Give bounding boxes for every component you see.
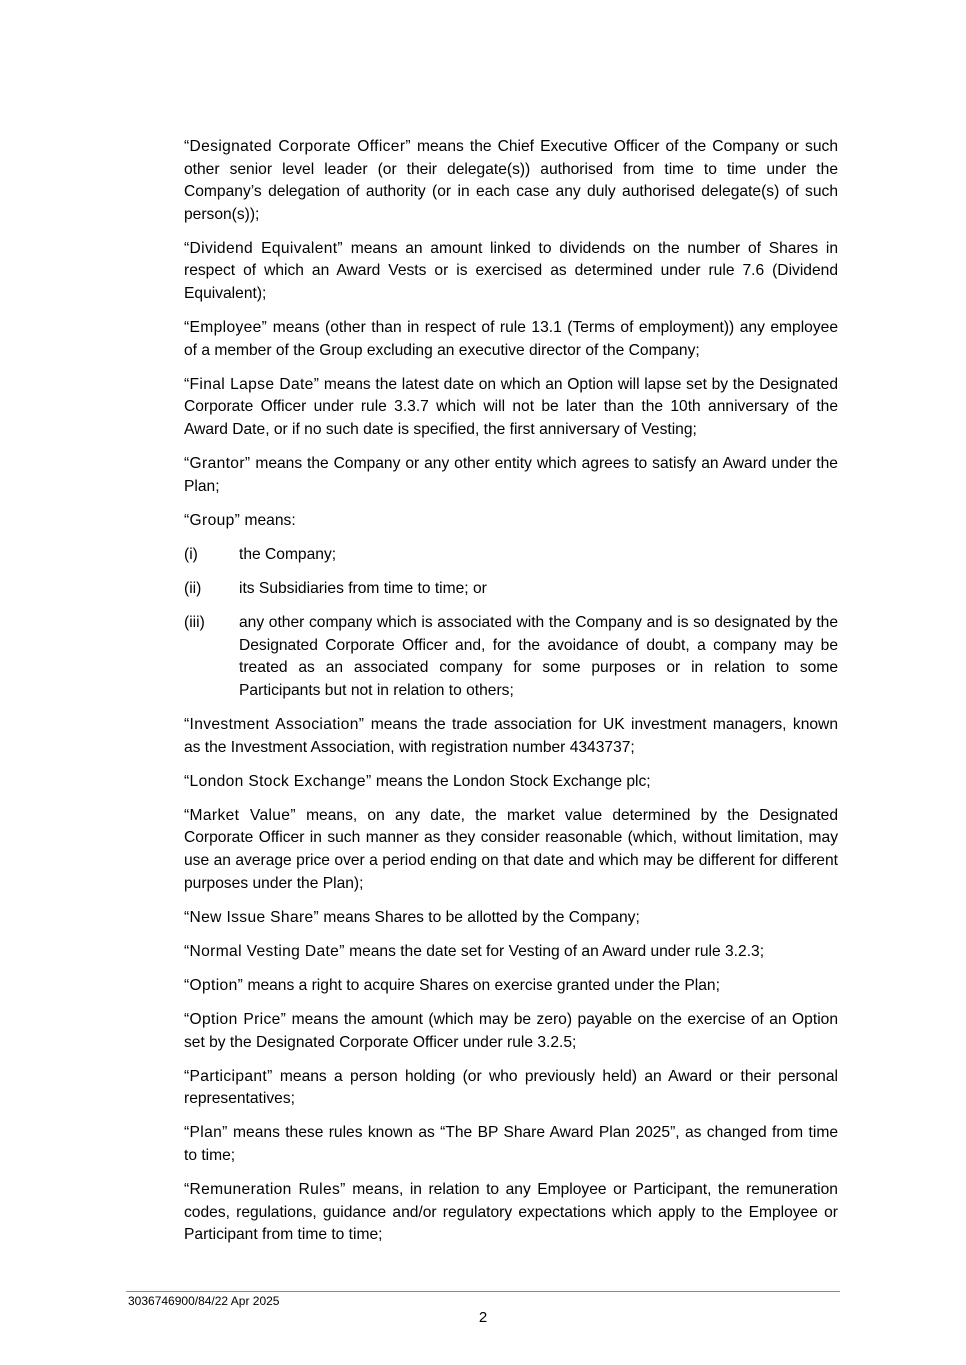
definition-text: means the Chief Executive Officer of the Company or such other senior level leader (or their delegate(s)) authorised from time to time under the Company’s delegation of authority (or in each case any duly authorised delegate(s) of such person(s));	[184, 138, 838, 223]
definition-final-lapse-date	[184, 374, 838, 442]
definition-participant	[184, 1066, 838, 1111]
definition-grantor	[184, 453, 838, 498]
defined-term: “Employee”	[184, 319, 268, 337]
definition-text: means, on any date, the market value determined by the Designated Corporate Officer in such manner as they consider reasonable (which, without limitation, may use an average price over a period ending on that date and which may be different for different purposes under the Plan);	[184, 806, 838, 892]
definition-remuneration-rules	[184, 1179, 838, 1247]
definition-london-stock-exchange	[184, 771, 838, 794]
definition-investment-association	[184, 714, 838, 759]
defined-term: “New Issue Share”	[184, 908, 320, 926]
definition-text: means, in relation to any Employee or Participant, the remuneration codes, regulations, guidance and/or regulatory expectations which apply to the Employee or Participant from time to time;	[184, 1180, 838, 1244]
list-text: any other company which is associated with the Company and is so designated by the Designated Corporate Officer and, for the avoidance of doubt, a company may be treated as an associated company for some purposes or in relation to some Participants but not in relation to others;	[239, 614, 838, 699]
definition-text: means a right to acquire Shares on exercise granted under the Plan;	[243, 976, 720, 994]
document-reference: 3036746900/84/22 Apr 2025	[128, 1294, 280, 1308]
group-list-item	[184, 544, 838, 567]
definition-text: means the trade association for UK investment managers, known as the Investment Association, with registration number 4343737;	[184, 715, 838, 756]
definition-text: means an amount linked to dividends on the number of Shares in respect of which an Award Vests or is exercised as determined under rule 7.6 (Dividend Equivalent);	[184, 239, 838, 303]
definition-option-price	[184, 1009, 838, 1054]
list-number: (iii)	[184, 614, 205, 632]
definition-designated-corporate-officer	[184, 136, 838, 226]
definition-text: means the date set for Vesting of an Award under rule 3.2.3;	[344, 942, 765, 960]
definition-employee	[184, 317, 838, 362]
defined-term: “Remuneration Rules”	[184, 1180, 346, 1198]
definition-normal-vesting-date	[184, 941, 838, 964]
footer-divider	[126, 1291, 840, 1292]
defined-term: “Participant”	[184, 1067, 273, 1085]
definition-dividend-equivalent	[184, 238, 838, 306]
definition-text: means Shares to be allotted by the Company;	[319, 908, 640, 926]
defined-term: “London Stock Exchange”	[184, 772, 372, 790]
defined-term: “Final Lapse Date”	[184, 375, 320, 393]
definition-plan	[184, 1122, 838, 1167]
list-text: the Company;	[239, 545, 337, 563]
defined-term: “Investment Association”	[184, 715, 365, 733]
defined-term: “Dividend Equivalent”	[184, 239, 343, 257]
definition-text: means the London Stock Exchange plc;	[371, 772, 651, 790]
list-number: (i)	[184, 545, 198, 563]
group-list-item	[184, 612, 838, 702]
defined-term: “Option Price”	[184, 1010, 287, 1028]
defined-term: “Designated Corporate Officer”	[184, 138, 411, 155]
definition-text: means a person holding (or who previously held) an Award or their personal representatives;	[184, 1067, 838, 1108]
defined-term: “Normal Vesting Date”	[184, 942, 345, 960]
definition-market-value	[184, 805, 838, 895]
document-body	[184, 136, 838, 1258]
definition-text: means:	[240, 511, 296, 529]
list-text: its Subsidiaries from time to time; or	[239, 580, 487, 597]
defined-term: “Grantor”	[184, 455, 251, 473]
defined-term: “Option”	[184, 976, 244, 994]
definition-text: means the amount (which may be zero) payable on the exercise of an Option set by the Designated Corporate Officer under rule 3.2.5;	[184, 1010, 839, 1051]
definition-text: means the Company or any other entity which agrees to satisfy an Award under the Plan;	[184, 455, 838, 495]
definition-new-issue-share	[184, 907, 838, 930]
defined-term: “Market Value”	[184, 806, 296, 824]
definition-group	[184, 510, 838, 533]
page-number: 2	[478, 1309, 488, 1326]
definition-text: means these rules known as “The BP Share Award Plan 2025”, as changed from time to time;	[184, 1124, 838, 1164]
group-list-item	[184, 578, 838, 601]
definition-text: means (other than in respect of rule 13.1 (Terms of employment)) any employee of a member of the Group excluding an executive director of the Company;	[184, 319, 838, 359]
defined-term: “Group”	[184, 511, 241, 529]
definition-option	[184, 975, 838, 998]
definition-text: means the latest date on which an Option will lapse set by the Designated Corporate Officer under rule 3.3.7 which will not be later than the 10th anniversary of the Award Date, or if no such date is specified, the first anniversary of Vesting;	[184, 375, 838, 439]
list-number: (ii)	[184, 580, 202, 597]
defined-term: “Plan”	[184, 1124, 228, 1142]
